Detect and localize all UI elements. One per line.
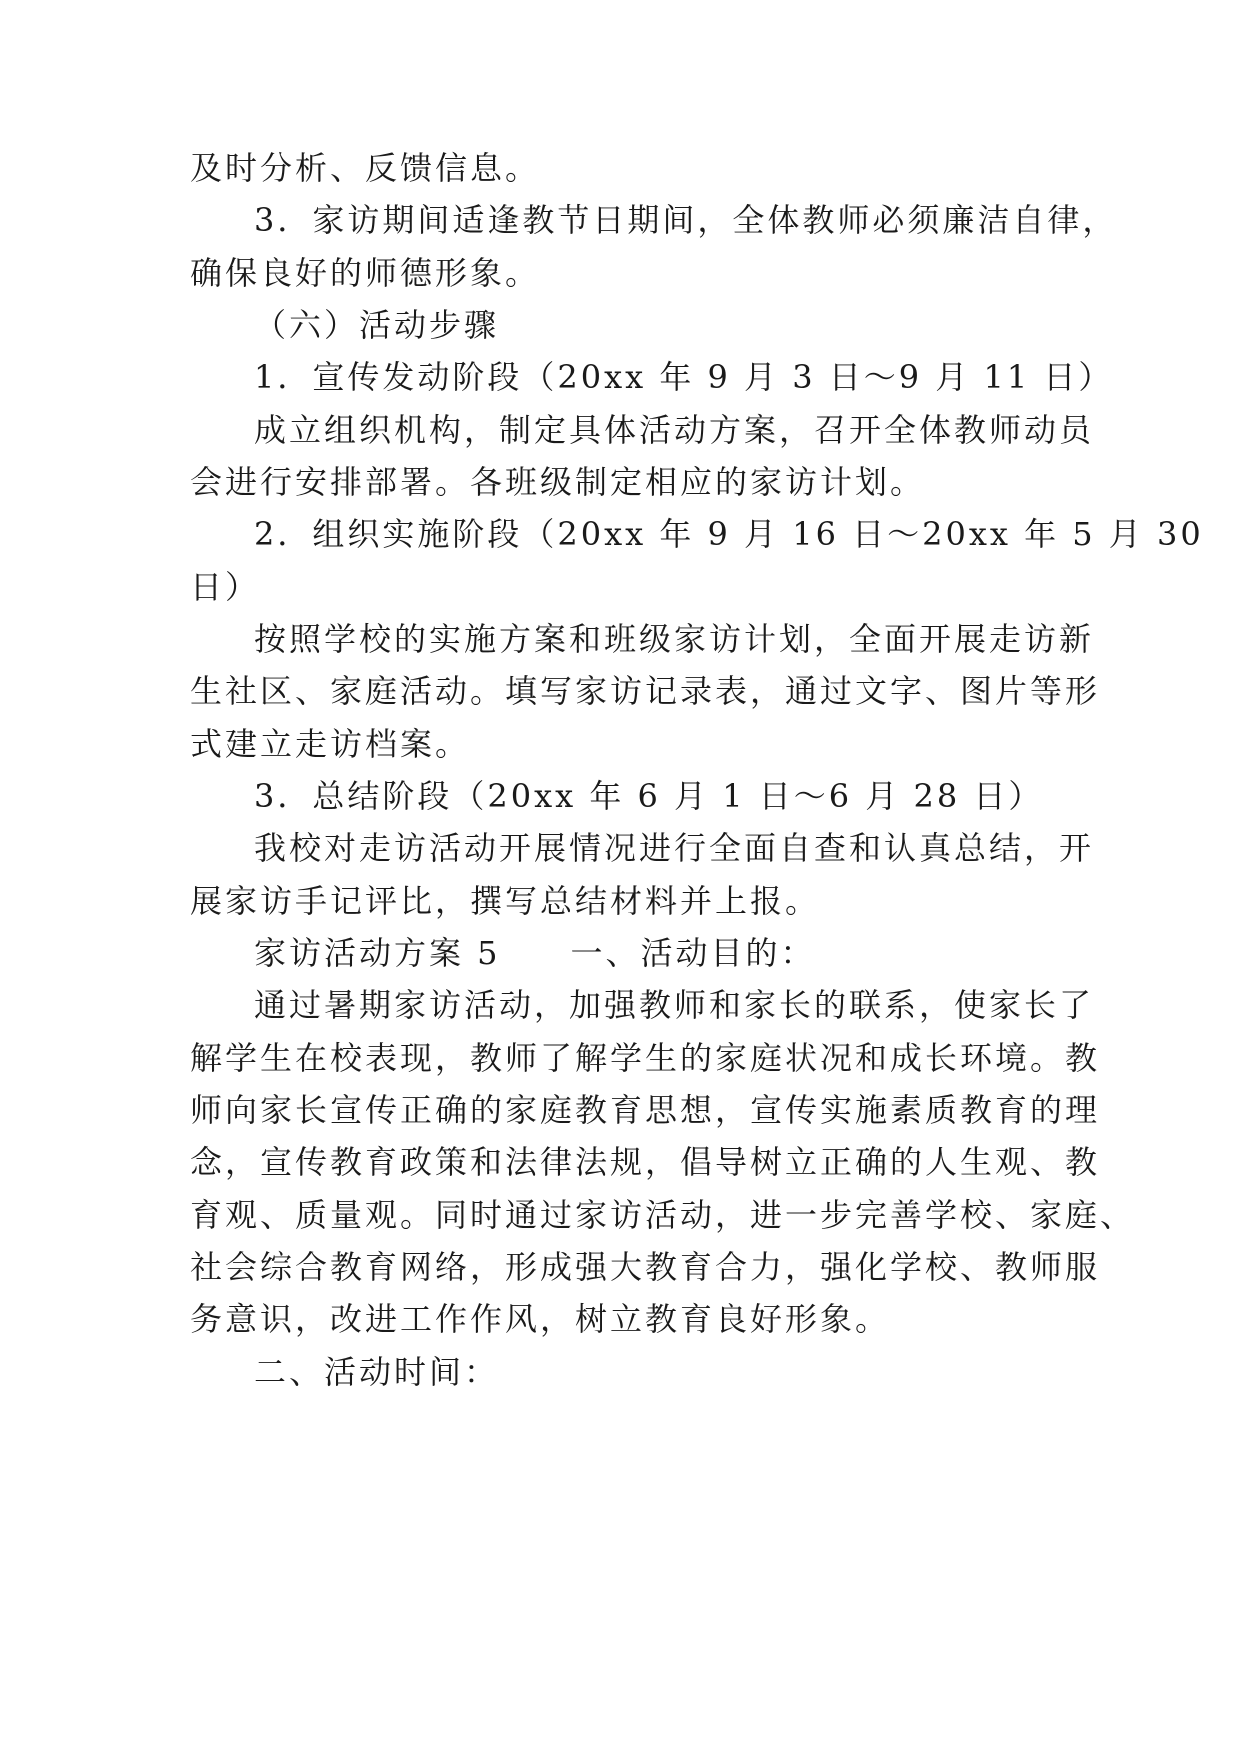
paragraph-line: 式建立走访档案。 [190,725,471,763]
paragraph-line: 师向家长宣传正确的家庭教育思想，宣传实施素质教育的理 [190,1091,1101,1129]
paragraph-line: 1．宣传发动阶段（20xx 年 9 月 3 日～9 月 11 日） [254,358,1114,396]
paragraph-line: 我校对走访活动开展情况进行全面自查和认真总结，开 [254,829,1095,867]
paragraph-line: 确保良好的师德形象。 [190,254,541,292]
paragraph-line: 按照学校的实施方案和班级家访计划，全面开展走访新 [254,620,1095,658]
paragraph-line: 2．组织实施阶段（20xx 年 9 月 16 日～20xx 年 5 月 30 [254,515,1204,553]
section-heading: （六）活动步骤 [254,306,500,344]
paragraph-line: 社会综合教育网络，形成强大教育合力，强化学校、教师服 [190,1248,1101,1286]
paragraph-line: 育观、质量观。同时通过家访活动，进一步完善学校、家庭、 [190,1196,1136,1234]
paragraph-line: 解学生在校表现，教师了解学生的家庭状况和成长环境。教 [190,1039,1101,1077]
paragraph-line: 会进行安排部署。各班级制定相应的家访计划。 [190,463,926,501]
paragraph-line: 念，宣传教育政策和法律法规，倡导树立正确的人生观、教 [190,1143,1101,1181]
paragraph-line: 务意识，改进工作作风，树立教育良好形象。 [190,1300,891,1338]
paragraph-line: 3．家访期间适逢教节日期间，全体教师必须廉洁自律， [254,201,1118,239]
paragraph-line: 及时分析、反馈信息。 [190,149,541,187]
paragraph-line: 生社区、家庭活动。填写家访记录表，通过文字、图片等形 [190,672,1101,710]
paragraph-line: 日） [190,568,261,606]
section-heading: 二、活动时间： [254,1353,500,1391]
paragraph-line: 成立组织机构，制定具体活动方案，召开全体教师动员 [254,411,1095,449]
paragraph-line: 通过暑期家访活动，加强教师和家长的联系，使家长了 [254,986,1095,1024]
paragraph-line: 3．总结阶段（20xx 年 6 月 1 日～6 月 28 日） [254,777,1044,815]
section-heading: 家访活动方案 5 一、活动目的： [254,934,816,972]
paragraph-line: 展家访手记评比，撰写总结材料并上报。 [190,882,821,920]
